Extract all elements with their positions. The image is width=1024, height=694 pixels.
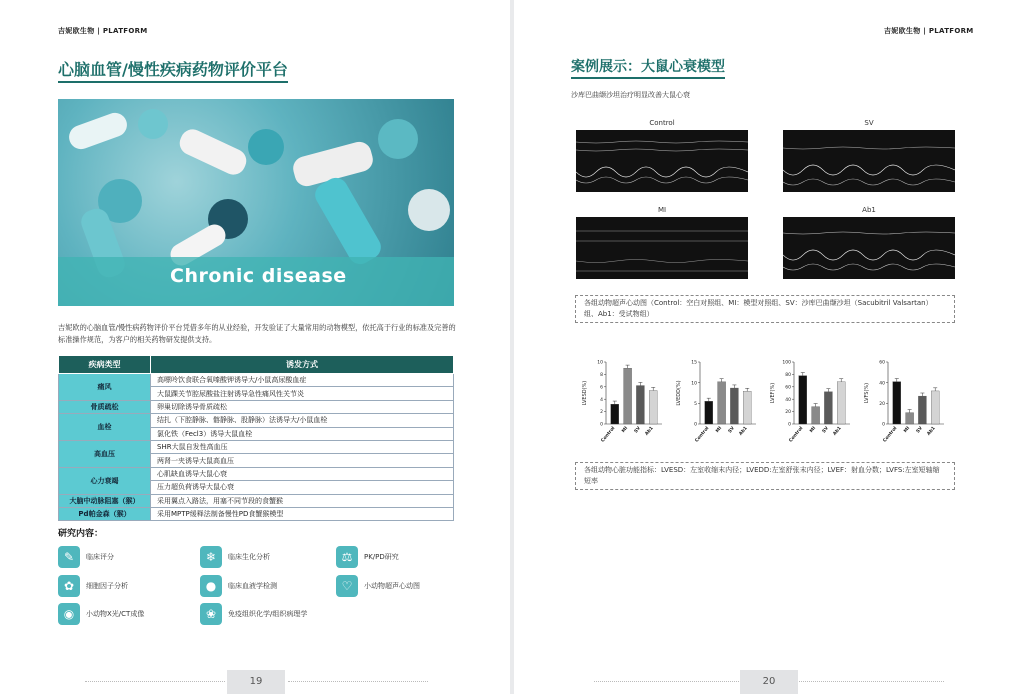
left-page [0, 0, 510, 694]
research-item [336, 575, 420, 597]
x-tick-label: Control [694, 426, 711, 444]
flask-icon: ⚖ [336, 546, 358, 568]
table-row [59, 507, 454, 520]
bar [812, 407, 820, 424]
echo-image [783, 217, 955, 279]
table-cell: 氯化铁（Fecl3）诱导大鼠血栓 [151, 427, 454, 440]
blood-drop-icon: ● [200, 575, 222, 597]
y-tick-label: 8 [600, 373, 603, 378]
y-tick-label: 40 [879, 381, 885, 387]
bar [893, 382, 901, 424]
research-label: 小动物超声心动图 [364, 582, 420, 590]
bar [705, 401, 713, 424]
footer-divider [799, 681, 944, 682]
research-item [200, 546, 270, 568]
echo-label: Ab1 [862, 206, 876, 214]
echo-image [783, 130, 955, 192]
y-axis-label: LVESD(%) [582, 380, 588, 406]
brand-header: 吉妮欧生物 | PLATFORM [884, 27, 974, 35]
x-tick-label: Control [882, 426, 899, 444]
bar [837, 382, 845, 424]
table-cell: 采用MPTP缓释法制备慢性PD食蟹猴模型 [151, 507, 454, 520]
bar [649, 391, 657, 424]
clipboard-icon: ✎ [58, 546, 80, 568]
echo-label: SV [864, 119, 874, 127]
bar [799, 376, 807, 424]
x-tick-label: MI [621, 426, 630, 435]
bar-chart-lvfs [860, 356, 946, 452]
y-tick-label: 15 [691, 360, 697, 366]
y-tick-label: 10 [691, 381, 697, 387]
bar [906, 413, 914, 424]
table-row [59, 467, 454, 480]
y-tick-label: 80 [785, 373, 791, 378]
bar [718, 382, 726, 424]
intro-paragraph: 吉妮欧的心脑血管/慢性病药物评价平台凭借多年的从业经验，开发验证了大量常用的动物模型，依托高于行业的标准及完善的标准操作规范，为客户的相关药物研发提供支持。 [58, 323, 456, 344]
x-tick-label: MI [809, 426, 818, 435]
category-cell: 痛风 [59, 374, 151, 401]
x-tick-label: SV [727, 426, 736, 435]
research-label: 免疫组织化学/组织病理学 [228, 610, 308, 618]
heartbeat-icon: ♡ [336, 575, 358, 597]
table-cell: 心肌缺血诱导大鼠心衰 [151, 467, 454, 480]
research-item [336, 546, 399, 568]
disease-table [58, 355, 454, 521]
cells-icon: ✿ [58, 575, 80, 597]
research-item [58, 546, 114, 568]
x-tick-label: Ab1 [738, 426, 749, 437]
hero-caption: Chronic disease [170, 265, 347, 287]
y-tick-label: 6 [600, 385, 603, 391]
category-cell: 高血压 [59, 440, 151, 467]
x-tick-label: Control [600, 426, 617, 444]
echo-caption: 各组动物超声心动图（Control：空白对照组、MI：模型对照组、SV：沙库巴曲缬沙坦（Sacubitril Valsartan）组、Ab1：受试物组） [575, 295, 955, 323]
research-label: 临床生化分析 [228, 553, 270, 561]
bar [918, 396, 926, 424]
y-tick-label: 10 [597, 360, 603, 366]
y-tick-label: 20 [785, 410, 791, 416]
research-item [200, 575, 277, 597]
research-label: 小动物X光/CT成像 [86, 610, 145, 618]
y-tick-label: 60 [785, 385, 791, 391]
page-title: 案例展示：大鼠心衰模型 [571, 56, 725, 79]
y-tick-label: 0 [600, 422, 603, 428]
table-cell: SHR大鼠自发性高血压 [151, 440, 454, 453]
research-item [200, 603, 307, 625]
echo-label: Control [649, 119, 675, 127]
footer-divider [594, 681, 739, 682]
y-tick-label: 4 [600, 397, 603, 403]
table-row [59, 440, 454, 453]
xray-icon: ◉ [58, 603, 80, 625]
y-tick-label: 0 [882, 422, 885, 428]
molecule-icon: ❄ [200, 546, 222, 568]
category-cell: Pd帕金森（猴） [59, 507, 151, 520]
bar-chart-lvef [766, 356, 852, 452]
table-row [59, 400, 454, 413]
page-number: 19 [227, 670, 285, 694]
y-tick-label: 20 [879, 401, 885, 407]
bar [931, 391, 939, 424]
bar [636, 386, 644, 424]
bar [624, 368, 632, 424]
x-tick-label: MI [903, 426, 912, 435]
table-cell: 压力超负荷诱导大鼠心衰 [151, 481, 454, 494]
y-tick-label: 100 [782, 360, 791, 366]
table-cell: 大鼠踝关节腔尿酸盐注射诱导急性痛风性关节炎 [151, 387, 454, 400]
y-axis-label: LVFS(%) [864, 382, 870, 404]
echo-label: MI [657, 206, 667, 214]
bar [611, 404, 619, 424]
y-axis-label: LVEF(%) [770, 382, 776, 404]
research-label: PK/PD研究 [364, 553, 399, 561]
footer-divider [288, 681, 428, 682]
y-axis-label: LVEDD(%) [676, 380, 682, 406]
page-title: 心脑血管/慢性疾病药物评价平台 [58, 57, 288, 83]
x-tick-label: Ab1 [832, 426, 843, 437]
echo-image [576, 130, 748, 192]
bar [730, 388, 738, 424]
research-title: 研究内容： [58, 529, 104, 539]
x-tick-label: MI [715, 426, 724, 435]
table-header: 疾病类型 [59, 356, 151, 374]
research-label: 细胞因子分析 [86, 582, 128, 590]
x-tick-label: Ab1 [926, 426, 937, 437]
table-row [59, 414, 454, 427]
bar-chart-lvedd [672, 356, 758, 452]
hero-image [58, 99, 454, 306]
x-tick-label: SV [915, 426, 924, 435]
category-cell: 大脑中动脉阻塞（猴） [59, 494, 151, 507]
page-number: 20 [740, 670, 798, 694]
category-cell: 心力衰竭 [59, 467, 151, 494]
echo-image [576, 217, 748, 279]
category-cell: 血栓 [59, 414, 151, 441]
tissue-icon: ❀ [200, 603, 222, 625]
y-tick-label: 5 [694, 401, 697, 407]
x-tick-label: SV [821, 426, 830, 435]
table-cell: 高嘌呤饮食联合氧嗪酸钾诱导大/小鼠高尿酸血症 [151, 374, 454, 387]
table-cell: 结扎（下腔静脉、髂静脉、股静脉）法诱导大/小鼠血栓 [151, 414, 454, 427]
x-tick-label: SV [633, 426, 642, 435]
x-tick-label: Control [788, 426, 805, 444]
table-row [59, 374, 454, 387]
x-tick-label: Ab1 [644, 426, 655, 437]
section-subtitle: 沙库巴曲缬沙坦治疗明显改善大鼠心衰 [571, 91, 690, 99]
table-cell: 卵巢切除诱导骨质疏松 [151, 400, 454, 413]
table-row [59, 494, 454, 507]
research-item [58, 603, 144, 625]
bar-chart-lvesd [578, 356, 664, 452]
function-caption: 各组动物心脏功能指标：LVESD：左室收缩末内径；LVEDD:左室舒张末内径；LVEF：射血分数；LVFS:左室短轴缩短率 [575, 462, 955, 490]
bar [743, 391, 751, 424]
y-tick-label: 60 [879, 360, 885, 366]
y-tick-label: 0 [694, 422, 697, 428]
y-tick-label: 2 [600, 410, 603, 416]
brand-header: 吉妮欧生物 | PLATFORM [58, 27, 148, 35]
research-label: 临床血液学检测 [228, 582, 277, 590]
bar [824, 392, 832, 424]
research-label: 临床评分 [86, 553, 114, 561]
y-tick-label: 0 [788, 422, 791, 428]
research-item [58, 575, 128, 597]
table-header: 诱发方式 [151, 356, 454, 374]
table-cell: 两肾一夹诱导大鼠高血压 [151, 454, 454, 467]
category-cell: 骨质疏松 [59, 400, 151, 413]
footer-divider [85, 681, 225, 682]
y-tick-label: 40 [785, 397, 791, 403]
right-page [514, 0, 1024, 694]
table-cell: 采用翼点入路法，用塞不同节段的食蟹猴 [151, 494, 454, 507]
